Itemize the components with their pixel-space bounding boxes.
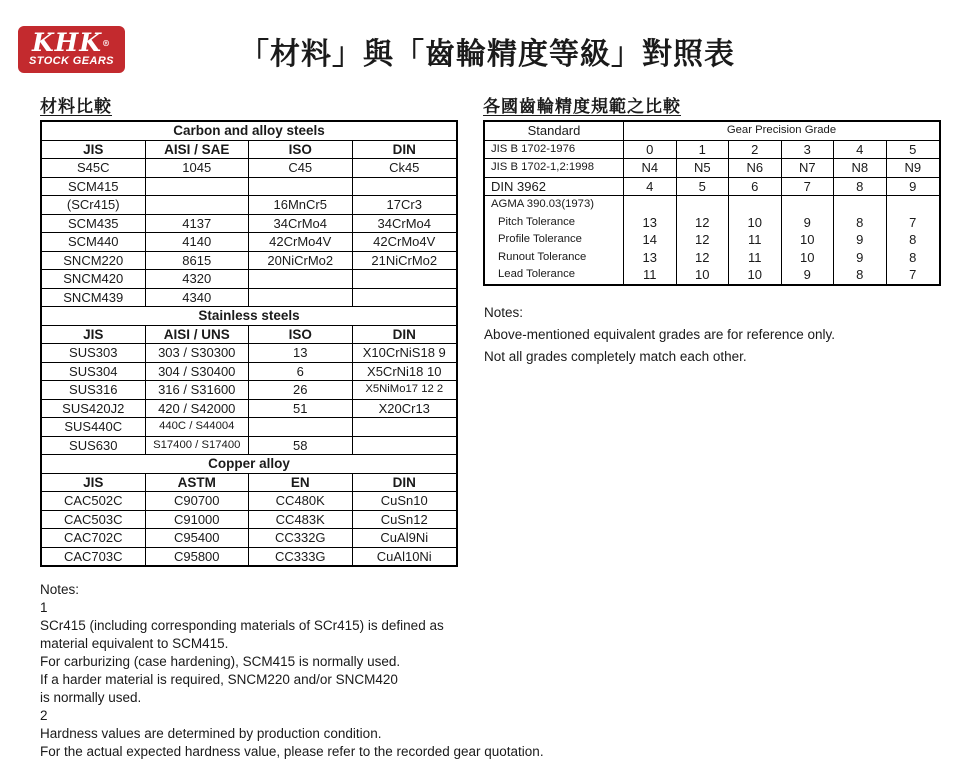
cell [146,196,250,215]
grade-cell: 9 [887,178,940,197]
grade-cell: 12 [677,231,730,249]
cell: 1045 [146,159,250,178]
precision-notes [484,302,835,368]
cell: X10CrNiS18 9 [353,344,457,363]
table-row [42,381,456,400]
cell: 13 [249,344,353,363]
precision-heading: 各國齒輪精度規範之比較 [483,97,681,116]
grade-cell: 8 [909,249,917,265]
khk-logo-text: KHK® [31,28,112,57]
grade-cell: 3 [782,141,835,160]
grade-cell: 12 [677,214,730,232]
cell: CAC703C [42,548,146,566]
column-header: AISI / UNS [146,326,250,345]
grade-cell: 10 [782,249,835,267]
cell [146,178,250,197]
table-row [42,122,456,141]
grade-cell: 13 [624,214,677,232]
cell [353,178,457,197]
cell: SUS420J2 [42,400,146,419]
column-header: EN [249,474,353,493]
cell [249,289,353,308]
grade-cell: 8 [834,178,887,197]
grade-cell [624,196,677,214]
row-label: Runout Tolerance [485,249,624,267]
bottom-notes [40,581,544,761]
cell: 17Cr3 [353,196,457,215]
table-row [42,529,456,548]
table-row [42,252,456,271]
row-label: JIS B 1702-1976 [485,141,624,160]
grade-cell: 9 [834,249,887,267]
table-row [42,492,456,511]
cell: 42CrMo4V [249,233,353,252]
table-row [42,289,456,308]
cell: 4320 [146,270,250,289]
grade-cell: N7 [782,159,835,178]
materials-heading: 材料比較 [40,97,112,116]
cell [353,418,457,437]
grade-cell: 12 [677,249,730,267]
column-header: DIN [353,141,457,160]
table-row [42,437,456,456]
grade-cell: 5 [887,141,940,160]
cell: CC332G [249,529,353,548]
table-row [42,270,456,289]
grade-cell: N9 [887,159,940,178]
cell: C90700 [146,492,250,511]
standard-header: Standard [485,122,624,141]
column-header: JIS [42,141,146,160]
cell: S45C [42,159,146,178]
table-row [42,215,456,234]
grade-cell: 5 [677,178,730,197]
precision-table [483,120,941,286]
cell: CuSn12 [353,511,457,530]
cell: C45 [249,159,353,178]
grade-cell: 7 [782,178,835,197]
cell: CC333G [249,548,353,566]
cell: 16MnCr5 [249,196,353,215]
cell: 4340 [146,289,250,308]
column-header: JIS [42,474,146,493]
grade-cell: 13 [624,249,677,267]
materials-table [40,120,458,567]
grade-cell: N5 [677,159,730,178]
cell: C95800 [146,548,250,566]
grade-header: Gear Precision Grade [624,122,939,141]
grade-cell: 11 [729,231,782,249]
cell [249,418,353,437]
note-line: 2 [40,708,48,723]
cell: 4137 [146,215,250,234]
grade-cell [782,196,835,214]
grade-cell: 1 [677,141,730,160]
cell: SUS304 [42,363,146,382]
note-line: is normally used. [40,690,142,705]
cell: CAC503C [42,511,146,530]
cell: SUS316 [42,381,146,400]
table-row [485,178,939,197]
cell: SCM415 [42,178,146,197]
table-row [42,141,456,160]
row-label: Pitch Tolerance [485,214,624,232]
column-header: ASTM [146,474,250,493]
cell: SNCM220 [42,252,146,271]
grade-cell: N4 [624,159,677,178]
row-label: DIN 3962 [485,178,624,197]
row-label: JIS B 1702-1,2:1998 [485,159,624,178]
grade-cell: 11 [624,266,677,284]
grade-cell: 10 [677,266,730,284]
cell: 34CrMo4 [353,215,457,234]
grade-cell [677,196,730,214]
cell: CuSn10 [353,492,457,511]
table-row [42,159,456,178]
cell: X20Cr13 [353,400,457,419]
cell: X5NiMo17 12 2 [353,381,457,400]
cell: 51 [249,400,353,419]
grade-cell [834,196,887,214]
cell: 6 [249,363,353,382]
cell: 4140 [146,233,250,252]
khk-logo-subtitle: STOCK GEARS [29,55,114,67]
table-row [42,307,456,326]
section-title: Copper alloy [42,455,456,474]
section-title: Stainless steels [42,307,456,326]
cell: C91000 [146,511,250,530]
cell: 26 [249,381,353,400]
table-row [485,249,939,267]
note-line: For the actual expected hardness value, please refer to the recorded gear quotation. [40,744,544,759]
grade-cell: 4 [834,141,887,160]
note-line: Notes: [40,582,80,597]
khk-logo [18,26,125,73]
cell [353,270,457,289]
cell: CC483K [249,511,353,530]
cell: SUS303 [42,344,146,363]
table-row [485,122,939,141]
registered-mark: ® [102,38,112,48]
grade-cell: 0 [624,141,677,160]
page-title: 「材料」與「齒輪精度等級」對照表 [239,38,735,71]
cell: CC480K [249,492,353,511]
cell: SUS440C [42,418,146,437]
column-header: ISO [249,141,353,160]
grade-cell: 9 [782,266,835,284]
cell: (SCr415) [42,196,146,215]
table-row [42,511,456,530]
grade-cell: 10 [782,231,835,249]
note-line: For carburizing (case hardening), SCM415 is normally used. [40,654,401,669]
cell: 21NiCrMo2 [353,252,457,271]
table-row [42,418,456,437]
cell: CuAl9Ni [353,529,457,548]
grade-cell: 7 [909,267,917,282]
cell: CAC702C [42,529,146,548]
column-header: ISO [249,326,353,345]
column-header: DIN [353,326,457,345]
cell: 8615 [146,252,250,271]
cell: CuAl10Ni [376,548,432,564]
grade-cell: 9 [782,214,835,232]
cell: 303 / S30300 [146,344,250,363]
table-row [42,344,456,363]
note-line: 1 [40,600,48,615]
row-label: Lead Tolerance [485,266,624,284]
grade-cell: 2 [729,141,782,160]
cell: Ck45 [353,159,457,178]
row-label: Profile Tolerance [485,231,624,249]
column-header: AISI / SAE [146,141,250,160]
table-row [42,196,456,215]
column-header: DIN [353,474,457,493]
note-line: Above-mentioned equivalent grades are for reference only. [484,327,835,342]
grade-cell: 10 [729,214,782,232]
cell: 58 [249,437,353,456]
cell: SCM435 [42,215,146,234]
cell [353,437,457,456]
note-line: If a harder material is required, SNCM220 and/or SNCM420 [40,672,398,687]
cell: X5CrNi18 10 [353,363,457,382]
note-line: Notes: [484,305,524,320]
table-row [485,196,939,214]
grade-cell: 10 [729,266,782,284]
cell: 42CrMo4V [353,233,457,252]
section-title: Carbon and alloy steels [42,122,456,141]
cell: 34CrMo4 [249,215,353,234]
cell [353,289,457,308]
column-header: JIS [42,326,146,345]
grade-cell: N6 [729,159,782,178]
cell: C95400 [146,529,250,548]
note-line: Hardness values are determined by production condition. [40,726,382,741]
table-row [485,214,939,232]
cell: 420 / S42000 [146,400,250,419]
table-row [485,141,939,160]
grade-cell [887,196,940,214]
grade-cell: 6 [729,178,782,197]
note-line: Not all grades completely match each other. [484,349,747,364]
cell: SNCM439 [42,289,146,308]
cell: CAC502C [42,492,146,511]
table-row [485,159,939,178]
grade-cell: 7 [909,214,917,230]
cell [249,270,353,289]
table-row [42,178,456,197]
grade-cell [729,196,782,214]
cell [249,178,353,197]
table-row [42,233,456,252]
table-row [42,455,456,474]
table-row [42,400,456,419]
cell: 20NiCrMo2 [249,252,353,271]
row-label: AGMA 390.03(1973) [485,196,624,214]
grade-cell: 14 [624,231,677,249]
table-row [42,474,456,493]
cell: 304 / S30400 [146,363,250,382]
cell: 440C / S44004 [146,418,250,437]
grade-cell: 11 [729,249,782,267]
grade-cell: N8 [834,159,887,178]
table-row [485,231,939,249]
grade-cell: 8 [834,266,887,284]
cell: SUS630 [42,437,146,456]
note-line: SCr415 (including corresponding materials of SCr415) is defined as [40,618,444,633]
grade-cell: 8 [909,232,917,247]
table-row [42,326,456,345]
grade-cell: 4 [624,178,677,197]
note-line: material equivalent to SCM415. [40,636,229,651]
cell: SNCM420 [42,270,146,289]
table-row [485,266,939,284]
grade-cell: 9 [834,231,887,249]
cell: SCM440 [42,233,146,252]
table-row [42,548,456,566]
table-row [42,363,456,382]
grade-cell: 8 [834,214,887,232]
cell: S17400 / S17400 [146,437,250,456]
cell: 316 / S31600 [146,381,250,400]
